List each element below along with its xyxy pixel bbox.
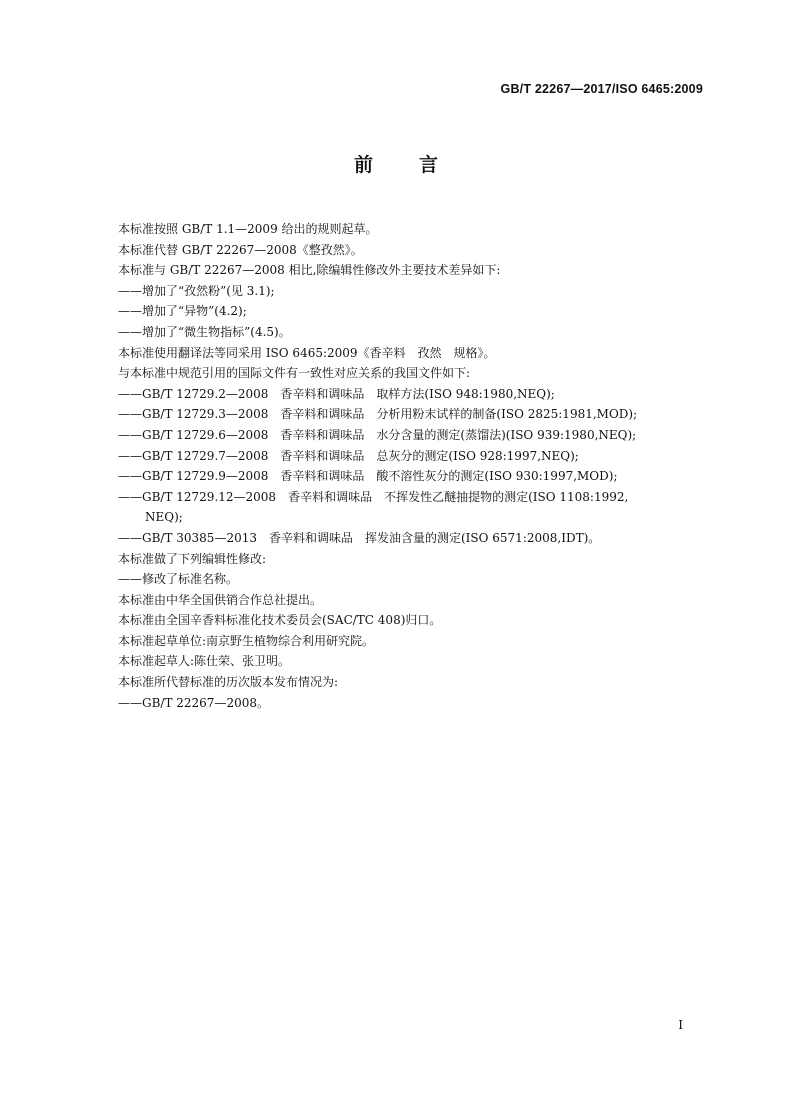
body-line: ——增加了“孜然粉”(见 3.1); — [118, 283, 275, 298]
body-line: 本标准起草人:陈仕荣、张卫明。 — [118, 654, 291, 669]
standard-code: GB/T 22267—2017/ISO 6465:2009 — [500, 82, 703, 96]
body-line: 本标准与 GB/T 22267—2008 相比,除编辑性修改外主要技术差异如下: — [118, 263, 501, 278]
body-line: ——修改了标准名称。 — [118, 572, 239, 587]
body-line: 本标准起草单位:南京野生植物综合利用研究院。 — [118, 633, 375, 648]
page-title-part1: 前 — [353, 154, 373, 176]
body-line: 本标准按照 GB/T 1.1—2009 给出的规则起草。 — [118, 222, 378, 236]
body-line: 本标准所代替标准的历次版本发布情况为: — [118, 675, 339, 690]
page-title-part2: 言 — [419, 154, 439, 176]
body-line: ——GB/T 12729.12—2008 香辛料和调味品 不挥发性乙醚抽提物的测定(ISO 1108:1992, — [118, 489, 629, 504]
body-line: NEQ); — [145, 510, 183, 525]
body-line: 本标准做了下列编辑性修改: — [118, 551, 267, 566]
body-line: 本标准代替 GB/T 22267—2008《整孜然》。 — [118, 242, 363, 257]
body-line: ——GB/T 12729.9—2008 香辛料和调味品 酸不溶性灰分的测定(ISO 930:1997,MOD); — [118, 469, 618, 484]
body-line: 与本标准中规范引用的国际文件有一致性对应关系的我国文件如下: — [118, 366, 471, 381]
body-line: 本标准由中华全国供销合作总社提出。 — [118, 592, 323, 607]
page-title — [0, 150, 792, 177]
body-line: ——GB/T 12729.6—2008 香辛料和调味品 水分含量的测定(蒸馏法)(ISO 939:1980,NEQ); — [118, 427, 637, 442]
page-number: I — [678, 1018, 683, 1032]
body-line: ——GB/T 30385—2013 香辛料和调味品 挥发油含量的测定(ISO 6571:2008,IDT)。 — [118, 530, 601, 545]
body-line: ——GB/T 12729.2—2008 香辛料和调味品 取样方法(ISO 948:1980,NEQ); — [118, 386, 555, 401]
body-line: ——增加了“微生物指标”(4.5)。 — [118, 324, 291, 339]
body-line: 本标准使用翻译法等同采用 ISO 6465:2009《香辛料 孜然 规格》。 — [118, 345, 496, 360]
body-line: ——GB/T 12729.7—2008 香辛料和调味品 总灰分的测定(ISO 928:1997,NEQ); — [118, 448, 579, 463]
foreword-body — [118, 219, 710, 713]
body-line: 本标准由全国辛香料标准化技术委员会(SAC/TC 408)归口。 — [118, 613, 442, 628]
body-line: ——增加了“异物”(4.2); — [118, 304, 247, 319]
body-line: ——GB/T 12729.3—2008 香辛料和调味品 分析用粉末试样的制备(ISO 2825:1981,MOD); — [118, 407, 638, 422]
body-line: ——GB/T 22267—2008。 — [118, 695, 269, 710]
